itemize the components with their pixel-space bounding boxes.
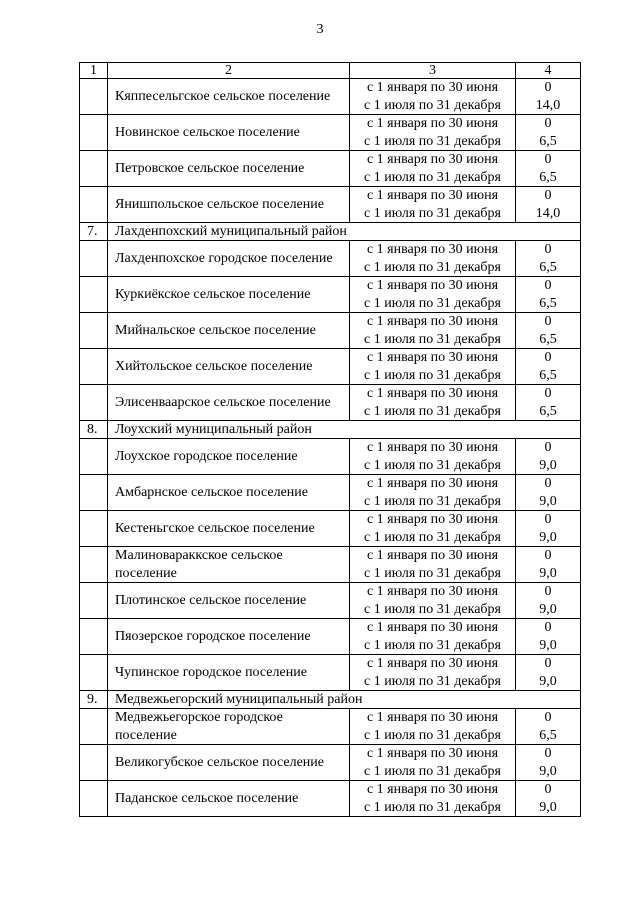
period-second-half: с 1 июля по 31 декабря [364, 205, 501, 221]
settlement-name: Новинское сельское поселение [108, 115, 350, 151]
row-number-cell [80, 79, 108, 115]
value-first-half: 0 [544, 548, 552, 563]
period-second-half: с 1 июля по 31 декабря [364, 457, 501, 473]
settlement-name: Плотинское сельское поселение [108, 583, 350, 619]
period-first-half: с 1 января по 30 июня [366, 746, 499, 761]
period-second-half: с 1 июля по 31 декабря [364, 133, 501, 149]
period-second-half: с 1 июля по 31 декабря [364, 169, 501, 185]
row-number-cell [80, 313, 108, 349]
value-cell [516, 709, 581, 745]
value-second-half: 9,0 [539, 565, 557, 581]
period-second-half: с 1 июля по 31 декабря [364, 367, 501, 383]
row-number-cell [80, 115, 108, 151]
value-cell [516, 511, 581, 547]
column-header-4: 4 [516, 63, 581, 79]
settlement-row [80, 151, 581, 187]
value-cell [516, 79, 581, 115]
column-header-3: 3 [350, 63, 516, 79]
value-cell [516, 241, 581, 277]
settlement-row [80, 475, 581, 511]
period-second-half: с 1 июля по 31 декабря [364, 637, 501, 653]
row-number-cell [80, 745, 108, 781]
settlement-row [80, 115, 581, 151]
value-first-half: 0 [544, 620, 552, 635]
value-cell [516, 547, 581, 583]
value-first-half: 0 [544, 710, 552, 725]
value-second-half: 6,5 [539, 403, 557, 419]
settlement-row [80, 619, 581, 655]
period-first-half: с 1 января по 30 июня [366, 314, 499, 329]
period-first-half: с 1 января по 30 июня [366, 710, 499, 725]
period-first-half: с 1 января по 30 июня [366, 512, 499, 527]
settlement-row [80, 241, 581, 277]
period-cell [350, 79, 516, 115]
value-first-half: 0 [544, 782, 552, 797]
period-first-half: с 1 января по 30 июня [366, 782, 499, 797]
period-first-half: с 1 января по 30 июня [366, 620, 499, 635]
period-first-half: с 1 января по 30 июня [366, 116, 499, 131]
period-first-half: с 1 января по 30 июня [366, 350, 499, 365]
value-second-half: 6,5 [539, 727, 557, 743]
period-first-half: с 1 января по 30 июня [366, 188, 499, 203]
value-cell [516, 475, 581, 511]
value-second-half: 9,0 [539, 637, 557, 653]
settlement-row [80, 277, 581, 313]
settlement-name: Пяозерское городское поселение [108, 619, 350, 655]
value-first-half: 0 [544, 314, 552, 329]
row-number-cell [80, 619, 108, 655]
row-number-cell [80, 439, 108, 475]
settlement-name: Великогубское сельское поселение [108, 745, 350, 781]
period-first-half: с 1 января по 30 июня [366, 656, 499, 671]
value-cell [516, 151, 581, 187]
value-second-half: 6,5 [539, 169, 557, 185]
value-first-half: 0 [544, 278, 552, 293]
settlement-name: Лоухское городское поселение [108, 439, 350, 475]
period-cell [350, 781, 516, 817]
value-first-half: 0 [544, 350, 552, 365]
row-number-cell [80, 385, 108, 421]
period-cell [350, 277, 516, 313]
period-cell [350, 241, 516, 277]
settlement-row [80, 385, 581, 421]
value-first-half: 0 [544, 242, 552, 257]
value-cell [516, 349, 581, 385]
column-header-2: 2 [108, 63, 350, 79]
settlement-name: Элисенваарское сельское поселение [108, 385, 350, 421]
settlement-name: Янишпольское сельское поселение [108, 187, 350, 223]
value-cell [516, 277, 581, 313]
period-second-half: с 1 июля по 31 декабря [364, 403, 501, 419]
period-first-half: с 1 января по 30 июня [366, 242, 499, 257]
tariff-table [79, 62, 581, 817]
period-second-half: с 1 июля по 31 декабря [364, 295, 501, 311]
value-first-half: 0 [544, 584, 552, 599]
settlement-name: Мийнальское сельское поселение [108, 313, 350, 349]
row-number-cell [80, 709, 108, 745]
row-number-cell [80, 349, 108, 385]
settlement-name: Лахденпохское городское поселение [108, 241, 350, 277]
period-first-half: с 1 января по 30 июня [366, 80, 499, 95]
period-first-half: с 1 января по 30 июня [366, 278, 499, 293]
settlement-row [80, 745, 581, 781]
settlement-row [80, 79, 581, 115]
row-number-cell [80, 187, 108, 223]
settlement-row [80, 709, 581, 745]
value-second-half: 6,5 [539, 331, 557, 347]
settlement-name: Кяппесельгское сельское поселение [108, 79, 350, 115]
period-cell [350, 511, 516, 547]
settlement-name: Петровское сельское поселение [108, 151, 350, 187]
value-second-half: 9,0 [539, 493, 557, 509]
value-cell [516, 583, 581, 619]
value-cell [516, 385, 581, 421]
settlement-row [80, 547, 581, 583]
table-header-row [80, 63, 581, 79]
settlement-name: Чупинское городское поселение [108, 655, 350, 691]
row-number-cell [80, 583, 108, 619]
value-cell [516, 313, 581, 349]
settlement-row [80, 313, 581, 349]
district-number: 8. [80, 421, 108, 439]
period-cell [350, 115, 516, 151]
row-number-cell [80, 277, 108, 313]
settlement-name: Хийтольское сельское поселение [108, 349, 350, 385]
period-cell [350, 619, 516, 655]
period-cell [350, 187, 516, 223]
settlement-name: Паданское сельское поселение [108, 781, 350, 817]
settlement-name: Куркиёкское сельское поселение [108, 277, 350, 313]
period-first-half: с 1 января по 30 июня [366, 584, 499, 599]
period-first-half: с 1 января по 30 июня [366, 440, 499, 455]
value-cell [516, 619, 581, 655]
district-row [80, 223, 581, 241]
period-cell [350, 709, 516, 745]
district-name: Лоухский муниципальный район [108, 421, 581, 439]
value-second-half: 6,5 [539, 259, 557, 275]
value-second-half: 9,0 [539, 763, 557, 779]
row-number-cell [80, 547, 108, 583]
value-second-half: 6,5 [539, 133, 557, 149]
period-cell [350, 151, 516, 187]
value-first-half: 0 [544, 746, 552, 761]
settlement-name: Медвежьегорское городское поселение [108, 709, 350, 745]
value-first-half: 0 [544, 512, 552, 527]
value-second-half: 14,0 [535, 205, 561, 221]
district-name: Лахденпохский муниципальный район [108, 223, 581, 241]
period-cell [350, 385, 516, 421]
district-number: 9. [80, 691, 108, 709]
period-cell [350, 655, 516, 691]
value-second-half: 9,0 [539, 601, 557, 617]
settlement-name: Кестеньгское сельское поселение [108, 511, 350, 547]
district-name: Медвежьегорский муниципальный район [108, 691, 581, 709]
value-first-half: 0 [544, 188, 552, 203]
period-cell [350, 439, 516, 475]
period-cell [350, 313, 516, 349]
period-first-half: с 1 января по 30 июня [366, 152, 499, 167]
period-cell [350, 745, 516, 781]
value-cell [516, 115, 581, 151]
period-cell [350, 349, 516, 385]
period-cell [350, 547, 516, 583]
period-first-half: с 1 января по 30 июня [366, 548, 499, 563]
settlement-row [80, 583, 581, 619]
period-cell [350, 583, 516, 619]
value-second-half: 6,5 [539, 295, 557, 311]
settlement-row [80, 511, 581, 547]
value-first-half: 0 [544, 656, 552, 671]
value-first-half: 0 [544, 152, 552, 167]
value-cell [516, 439, 581, 475]
period-second-half: с 1 июля по 31 декабря [364, 565, 501, 581]
settlement-row [80, 655, 581, 691]
row-number-cell [80, 241, 108, 277]
row-number-cell [80, 655, 108, 691]
value-first-half: 0 [544, 440, 552, 455]
value-second-half: 9,0 [539, 529, 557, 545]
value-cell [516, 745, 581, 781]
period-second-half: с 1 июля по 31 декабря [364, 673, 501, 689]
period-second-half: с 1 июля по 31 декабря [364, 331, 501, 347]
district-row [80, 691, 581, 709]
period-second-half: с 1 июля по 31 декабря [364, 493, 501, 509]
period-second-half: с 1 июля по 31 декабря [364, 97, 501, 113]
settlement-row [80, 439, 581, 475]
row-number-cell [80, 511, 108, 547]
row-number-cell [80, 475, 108, 511]
period-second-half: с 1 июля по 31 декабря [364, 763, 501, 779]
period-second-half: с 1 июля по 31 декабря [364, 727, 501, 743]
period-first-half: с 1 января по 30 июня [366, 476, 499, 491]
value-second-half: 14,0 [535, 97, 561, 113]
period-second-half: с 1 июля по 31 декабря [364, 259, 501, 275]
settlement-row [80, 349, 581, 385]
table-body [80, 63, 581, 817]
value-cell [516, 655, 581, 691]
value-second-half: 6,5 [539, 367, 557, 383]
period-first-half: с 1 января по 30 июня [366, 386, 499, 401]
value-first-half: 0 [544, 386, 552, 401]
value-first-half: 0 [544, 116, 552, 131]
page-number: 3 [316, 22, 324, 37]
row-number-cell [80, 151, 108, 187]
value-second-half: 9,0 [539, 673, 557, 689]
district-row [80, 421, 581, 439]
value-second-half: 9,0 [539, 457, 557, 473]
settlement-name: Амбарнское сельское поселение [108, 475, 350, 511]
period-cell [350, 475, 516, 511]
period-second-half: с 1 июля по 31 декабря [364, 601, 501, 617]
value-first-half: 0 [544, 80, 552, 95]
row-number-cell [80, 781, 108, 817]
column-header-1: 1 [80, 63, 108, 79]
settlement-row [80, 187, 581, 223]
period-second-half: с 1 июля по 31 декабря [364, 799, 501, 815]
settlement-name: Малиновараккское сельское поселение [108, 547, 350, 583]
value-cell [516, 187, 581, 223]
period-second-half: с 1 июля по 31 декабря [364, 529, 501, 545]
value-first-half: 0 [544, 476, 552, 491]
district-number: 7. [80, 223, 108, 241]
value-second-half: 9,0 [539, 799, 557, 815]
settlement-row [80, 781, 581, 817]
value-cell [516, 781, 581, 817]
